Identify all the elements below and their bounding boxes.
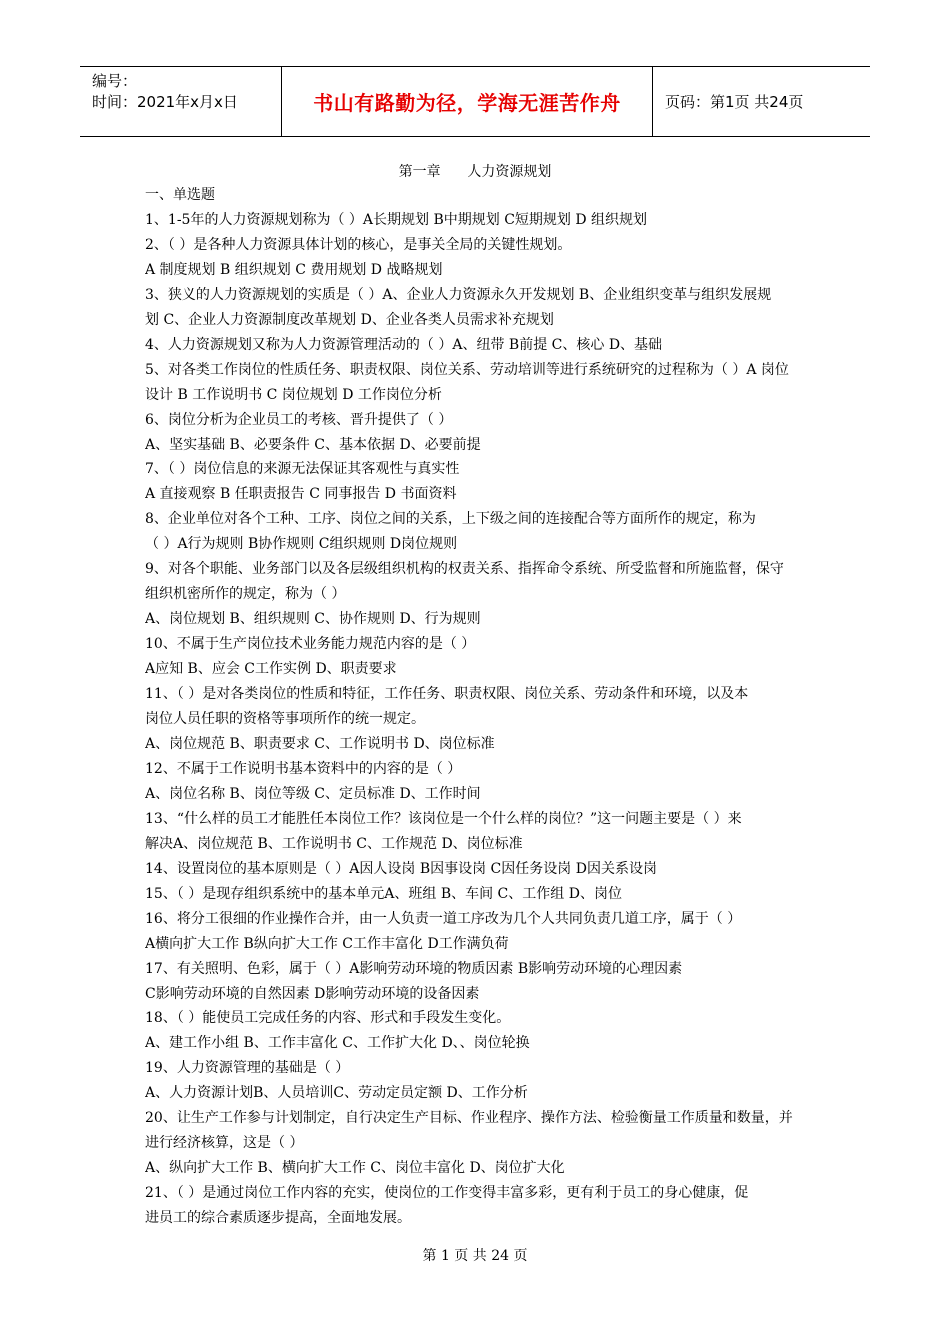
text-line: 解决A、岗位规范 B、工作说明书 C、工作规范 D、岗位标准: [145, 835, 523, 852]
text-line: 11、（ ）是对各类岗位的性质和特征，工作任务、职责权限、岗位关系、劳动条件和环境，以及本: [145, 686, 749, 703]
text-line: 岗位人员任职的资格等事项所作的统一规定。: [145, 711, 425, 728]
text-line: A、岗位规划 B、组织规则 C、协作规则 D、行为规则: [145, 611, 481, 628]
text-line: A、人力资源计划B、人员培训C、劳动定员定额 D、工作分析: [145, 1085, 528, 1102]
text-line: 10、不属于生产岗位技术业务能力规范内容的是（ ）: [145, 636, 476, 653]
text-line: 7、（ ）岗位信息的来源无法保证其客观性与真实性: [145, 461, 460, 478]
text-line: 19、人力资源管理的基础是（ ）: [145, 1060, 350, 1077]
text-line: 20、让生产工作参与计划制定，自行决定生产目标、作业程序、操作方法、检验衡量工作质量和数量，并: [145, 1110, 793, 1127]
page-footer-text: 第 1 页 共 24 页: [422, 1248, 528, 1264]
text-line: 2、（ ）是各种人力资源具体计划的核心，是事关全局的关键性规划。: [145, 236, 572, 253]
text-line: A 直接观察 B 任职责报告 C 同事报告 D 书面资料: [145, 486, 457, 503]
text-line: 9、对各个职能、业务部门以及各层级组织机构的权责关系、指挥命令系统、所受监督和所施监督，保守: [145, 561, 784, 578]
text-line: 设计 B 工作说明书 C 岗位规划 D 工作岗位分析: [145, 386, 442, 403]
text-line: 进员工的综合素质逐步提高，全面地发展。: [145, 1210, 411, 1227]
text-line: 5、对各类工作岗位的性质任务、职责权限、岗位关系、劳动培训等进行系统研究的过程称为（ ）A 岗位: [145, 361, 789, 378]
text-line: C影响劳动环境的自然因素 D影响劳动环境的设备因素: [145, 985, 480, 1002]
text-line: A应知 B、应会 C工作实例 D、职责要求: [145, 661, 397, 678]
text-line: 17、有关照明、色彩，属于（ ）A影响劳动环境的物质因素 B影响劳动环境的心理因素: [145, 960, 683, 977]
text-line: 1、1-5年的人力资源规划称为（ ）A长期规划 B中期规划 C短期规划 D 组织规划: [145, 211, 648, 228]
text-line: （ ）A行为规则 B协作规则 C组织规则 D岗位规则: [145, 536, 458, 553]
text-line: A、建工作小组 B、工作丰富化 C、工作扩大化 D、、岗位轮换: [145, 1035, 530, 1052]
document-time-label: 时间：2021年x月x日: [92, 93, 238, 111]
text-line: 16、将分工很细的作业操作合并，由一人负责一道工序改为几个人共同负责几道工序，属于（ ）: [145, 910, 742, 927]
text-line: 划 C、企业人力资源制度改革规划 D、企业各类人员需求补充规划: [145, 311, 554, 328]
header-motto-cell: [281, 67, 653, 136]
text-line: 8、企业单位对各个工种、工序、岗位之间的关系，上下级之间的连接配合等方面所作的规定，称为: [145, 511, 756, 528]
text-line: 3、狭义的人力资源规划的实质是（ ）A、企业人力资源永久开发规划 B、企业组织变革与组织发展规: [145, 286, 772, 303]
text-line: 21、（ ）是通过岗位工作内容的充实，使岗位的工作变得丰富多彩，更有利于员工的身心健康，促: [145, 1185, 749, 1202]
text-line: 组织机密所作的规定，称为（ ）: [145, 586, 346, 603]
text-line: 18、（ ）能使员工完成任务的内容、形式和手段发生变化。: [145, 1010, 511, 1027]
text-line: 12、不属于工作说明书基本资料中的内容的是（ ）: [145, 760, 462, 777]
header-meta: [80, 67, 281, 136]
text-line: 14、设置岗位的基本原则是（ ）A因人设岗 B因事设岗 C因任务设岗 D因关系设岗: [145, 860, 657, 877]
header-page-info-cell: [653, 67, 870, 136]
document-number-label: 编号：: [92, 72, 138, 90]
text-line: A、岗位规范 B、职责要求 C、工作说明书 D、岗位标准: [145, 735, 495, 752]
page-footer: [0, 1246, 950, 1266]
text-line: 进行经济核算，这是（ ）: [145, 1135, 304, 1152]
page-header: [80, 66, 870, 137]
text-line: A横向扩大工作 B纵向扩大工作 C工作丰富化 D工作满负荷: [145, 935, 509, 952]
header-motto: 书山有路勤为径，学海无涯苦作舟: [313, 91, 621, 115]
text-line: 6、岗位分析为企业员工的考核、晋升提供了（ ）: [145, 411, 453, 428]
text-line: A、坚实基础 B、必要条件 C、基本依据 D、必要前提: [145, 436, 481, 453]
text-line: 4、人力资源规划又称为人力资源管理活动的（ ）A、纽带 B前提 C、核心 D、基础: [145, 336, 663, 353]
question-list: [145, 183, 805, 1231]
text-line: 15、（ ）是现存组织系统中的基本单元A、班组 B、车间 C、工作组 D、岗位: [145, 885, 622, 902]
chapter-title: [0, 162, 950, 182]
header-page-info: 页码：第1页 共24页: [665, 93, 804, 111]
text-line: A 制度规划 B 组织规划 C 费用规划 D 战略规划: [145, 261, 443, 278]
chapter-title-text: 第一章 人力资源规划: [398, 164, 552, 180]
text-line: A、岗位名称 B、岗位等级 C、定员标准 D、工作时间: [145, 785, 481, 802]
text-line: A、纵向扩大工作 B、横向扩大工作 C、岗位丰富化 D、岗位扩大化: [145, 1160, 565, 1177]
text-line: 一、单选题: [145, 187, 215, 203]
text-line: 13、“什么样的员工才能胜任本岗位工作？该岗位是一个什么样的岗位？”这一问题主要是（ ）来: [145, 810, 742, 827]
